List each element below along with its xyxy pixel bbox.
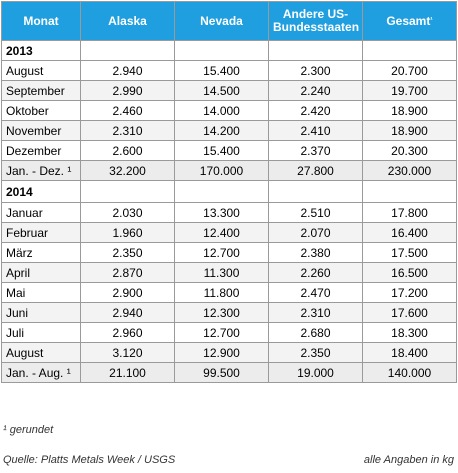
row-label: März [2, 243, 81, 263]
year-row-empty-cell [81, 41, 175, 61]
unit-note: alle Angaben in kg [363, 454, 454, 466]
year-row-empty-cell [175, 41, 269, 61]
row-label: April [2, 263, 81, 283]
value-cell: 2.240 [269, 81, 363, 101]
value-cell: 14.000 [175, 101, 269, 121]
year-row [2, 181, 457, 203]
value-cell: 2.350 [269, 343, 363, 363]
table-row [2, 243, 457, 263]
row-label: Oktober [2, 101, 81, 121]
value-cell: 18.400 [363, 343, 457, 363]
year-row [2, 41, 457, 61]
table-row [2, 81, 457, 101]
table-row [2, 223, 457, 243]
value-cell: 2.030 [81, 203, 175, 223]
value-cell: 2.870 [81, 263, 175, 283]
value-cell: 2.900 [81, 283, 175, 303]
value-cell: 2.310 [81, 121, 175, 141]
footnote: ¹ gerundet [3, 424, 54, 436]
value-cell: 2.990 [81, 81, 175, 101]
year-row-empty-cell [363, 181, 457, 203]
value-cell: 2.410 [269, 121, 363, 141]
value-cell: 2.940 [81, 303, 175, 323]
table-container [1, 1, 456, 383]
value-cell: 2.940 [81, 61, 175, 81]
value-cell: 15.400 [175, 61, 269, 81]
header-andere [269, 2, 363, 41]
value-cell: 2.260 [269, 263, 363, 283]
value-cell: 20.300 [363, 141, 457, 161]
header-alaska: Alaska [81, 2, 175, 41]
value-cell: 19.700 [363, 81, 457, 101]
header-nevada: Nevada [175, 2, 269, 41]
source-note: Quelle: Platts Metals Week / USGS [3, 454, 176, 466]
header-gesamt-label: Gesamt [386, 13, 431, 28]
value-cell: 12.400 [175, 223, 269, 243]
value-cell: 2.420 [269, 101, 363, 121]
table-row [2, 101, 457, 121]
value-cell: 13.300 [175, 203, 269, 223]
value-cell: 2.600 [81, 141, 175, 161]
year-row-empty-cell [269, 41, 363, 61]
value-cell: 12.900 [175, 343, 269, 363]
table-row [2, 203, 457, 223]
value-cell: 14.200 [175, 121, 269, 141]
value-cell: 32.200 [81, 161, 175, 181]
value-cell: 17.200 [363, 283, 457, 303]
value-cell: 15.400 [175, 141, 269, 161]
table-row [2, 283, 457, 303]
value-cell: 18.300 [363, 323, 457, 343]
value-cell: 1.960 [81, 223, 175, 243]
table-row [2, 343, 457, 363]
value-cell: 16.500 [363, 263, 457, 283]
gold-production-table [1, 1, 457, 383]
header-andere-text: Andere US- Bundesstaaten [273, 7, 360, 34]
year-label: 2014 [2, 181, 81, 203]
header-gesamt-note: ¹ [430, 16, 433, 24]
total-row [2, 363, 457, 383]
value-cell: 2.350 [81, 243, 175, 263]
row-label: September [2, 81, 81, 101]
value-cell: 12.700 [175, 323, 269, 343]
value-cell: 18.900 [363, 101, 457, 121]
row-label: Juli [2, 323, 81, 343]
value-cell: 2.960 [81, 323, 175, 343]
row-label: Jan. - Aug. ¹ [2, 363, 81, 383]
table-row [2, 61, 457, 81]
value-cell: 140.000 [363, 363, 457, 383]
value-cell: 11.800 [175, 283, 269, 303]
value-cell: 2.470 [269, 283, 363, 303]
table-body [2, 41, 457, 383]
value-cell: 2.300 [269, 61, 363, 81]
year-row-empty-cell [81, 181, 175, 203]
year-row-empty-cell [175, 181, 269, 203]
header-monat: Monat [2, 2, 81, 41]
year-row-empty-cell [363, 41, 457, 61]
row-label: Jan. - Dez. ¹ [2, 161, 81, 181]
table-row [2, 303, 457, 323]
value-cell: 2.680 [269, 323, 363, 343]
row-label: Juni [2, 303, 81, 323]
table-row [2, 141, 457, 161]
value-cell: 2.460 [81, 101, 175, 121]
value-cell: 16.400 [363, 223, 457, 243]
year-row-empty-cell [269, 181, 363, 203]
value-cell: 11.300 [175, 263, 269, 283]
row-label: August [2, 61, 81, 81]
value-cell: 27.800 [269, 161, 363, 181]
total-row [2, 161, 457, 181]
value-cell: 19.000 [269, 363, 363, 383]
header-gesamt [363, 2, 457, 41]
row-label: November [2, 121, 81, 141]
table-row [2, 121, 457, 141]
value-cell: 2.370 [269, 141, 363, 161]
row-label: Februar [2, 223, 81, 243]
row-label: Dezember [2, 141, 81, 161]
year-label: 2013 [2, 41, 81, 61]
value-cell: 12.700 [175, 243, 269, 263]
header-row [2, 2, 457, 41]
value-cell: 2.510 [269, 203, 363, 223]
table-row [2, 323, 457, 343]
value-cell: 230.000 [363, 161, 457, 181]
value-cell: 3.120 [81, 343, 175, 363]
value-cell: 21.100 [81, 363, 175, 383]
value-cell: 14.500 [175, 81, 269, 101]
value-cell: 2.310 [269, 303, 363, 323]
value-cell: 2.380 [269, 243, 363, 263]
value-cell: 2.070 [269, 223, 363, 243]
value-cell: 18.900 [363, 121, 457, 141]
value-cell: 17.800 [363, 203, 457, 223]
value-cell: 20.700 [363, 61, 457, 81]
value-cell: 170.000 [175, 161, 269, 181]
row-label: Mai [2, 283, 81, 303]
row-label: Januar [2, 203, 81, 223]
value-cell: 17.600 [363, 303, 457, 323]
value-cell: 17.500 [363, 243, 457, 263]
value-cell: 99.500 [175, 363, 269, 383]
value-cell: 12.300 [175, 303, 269, 323]
table-row [2, 263, 457, 283]
row-label: August [2, 343, 81, 363]
